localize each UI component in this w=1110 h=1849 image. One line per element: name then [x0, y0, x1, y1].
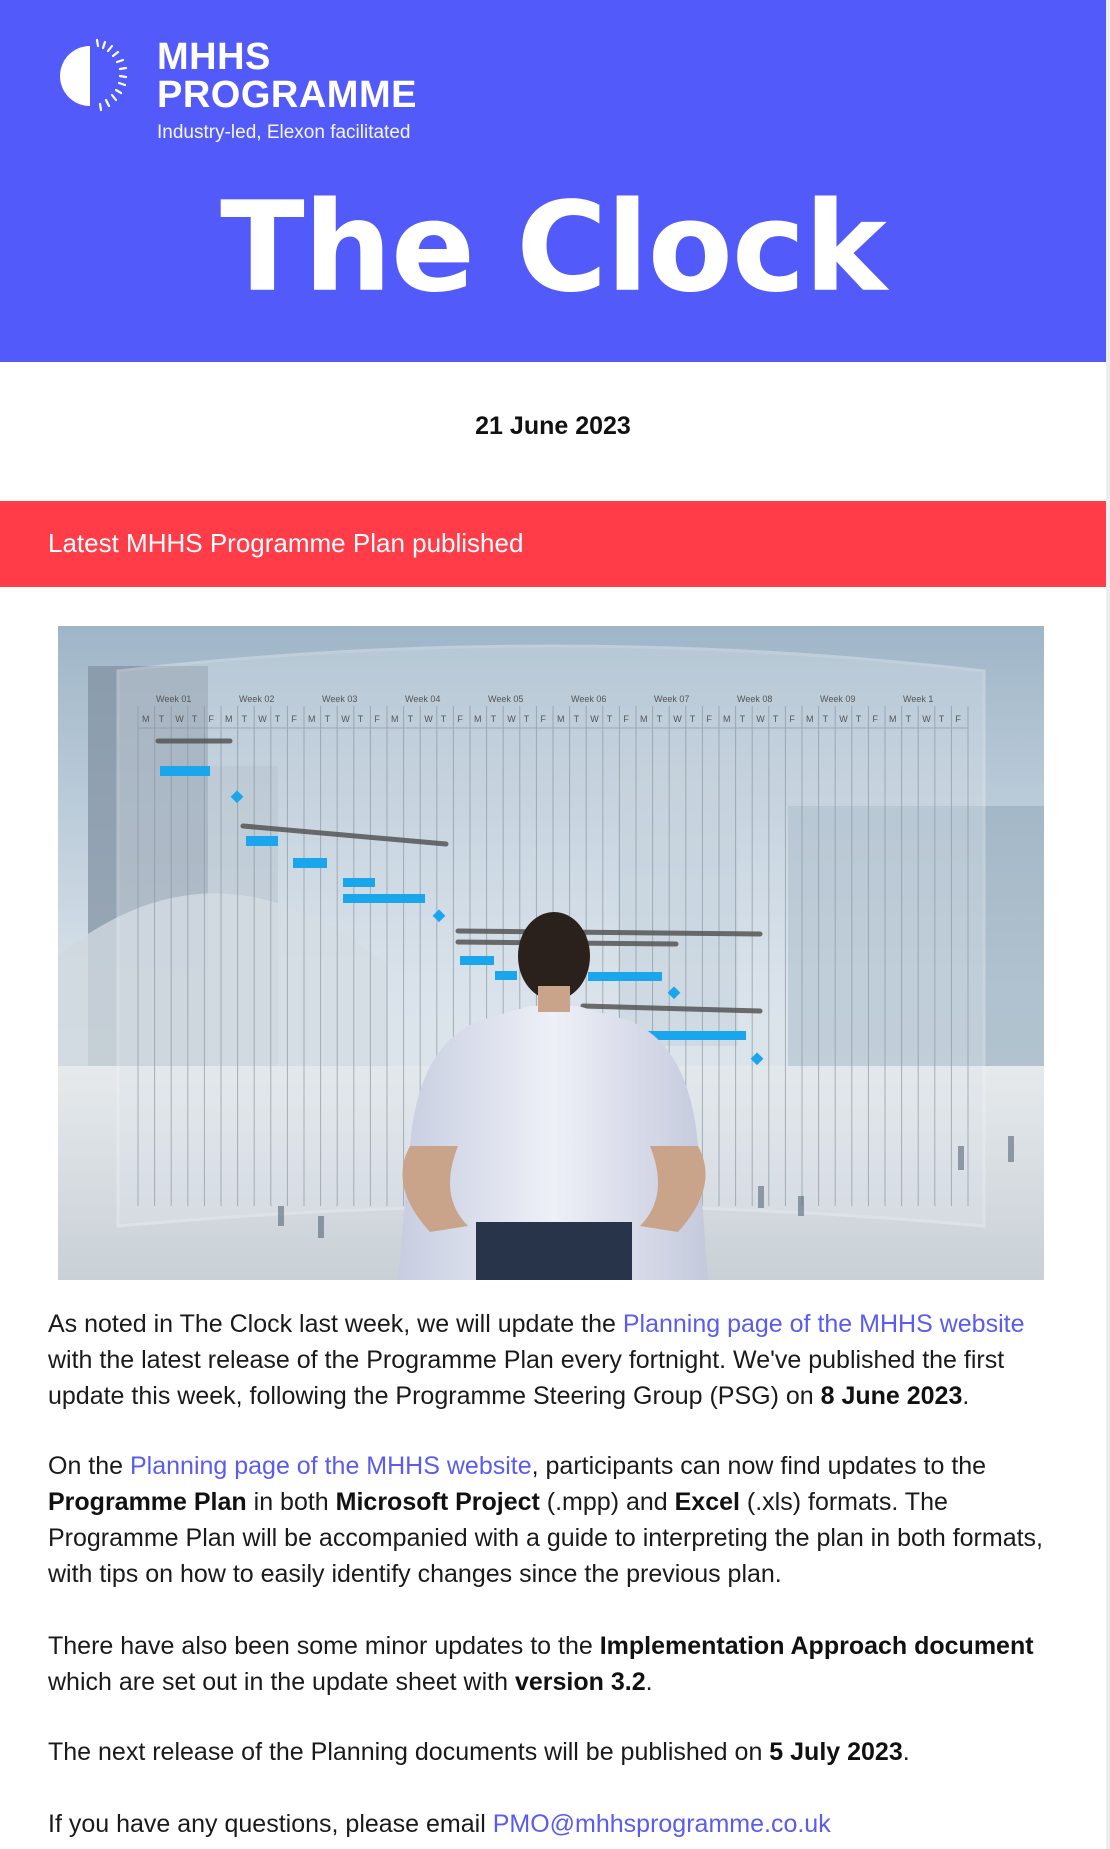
p1-date: 8 June 2023 — [820, 1382, 963, 1410]
gantt-day-label: F — [706, 714, 712, 724]
right-rule — [1106, 0, 1110, 1849]
gantt-day-label: T — [274, 714, 281, 724]
gantt-day-label: T — [158, 714, 165, 724]
header-banner — [0, 0, 1106, 362]
gantt-day-label: F — [208, 714, 214, 724]
gantt-day-label: M — [391, 714, 399, 724]
gantt-day-label: M — [723, 714, 731, 724]
p3-text-2: which are set out in the update sheet with — [48, 1668, 515, 1696]
gantt-day-label: W — [839, 714, 848, 724]
section-banner — [0, 501, 1106, 587]
gantt-day-label: W — [673, 714, 682, 724]
gantt-week-label: Week 05 — [488, 694, 524, 704]
p3-doc-name: Implementation Approach document — [599, 1632, 1034, 1660]
gantt-day-label: M — [889, 714, 897, 724]
gantt-day-label: F — [291, 714, 297, 724]
paragraph-implementation — [48, 1628, 1058, 1700]
gantt-day-label: F — [872, 714, 878, 724]
paragraph-next-release — [48, 1734, 1058, 1770]
gantt-day-label: T — [357, 714, 364, 724]
hero-image — [58, 626, 1044, 1280]
gantt-day-label: M — [557, 714, 565, 724]
gantt-day-label: W — [424, 714, 433, 724]
pmo-email-link[interactable]: PMO@mhhsprogramme.co.uk — [492, 1810, 831, 1838]
issue-date: 21 June 2023 — [475, 412, 631, 440]
section-heading: Latest MHHS Programme Plan published — [48, 528, 524, 558]
gantt-week-label: Week 07 — [654, 694, 690, 704]
gantt-day-label: W — [756, 714, 765, 724]
gantt-week-label: Week 1 — [903, 694, 934, 704]
p2-excel: Excel — [674, 1488, 740, 1516]
gantt-day-label: W — [922, 714, 931, 724]
gantt-day-label: M — [308, 714, 316, 724]
gantt-day-label: T — [606, 714, 613, 724]
p1-text-1: As noted in The Clock last week, we will update the — [48, 1310, 623, 1338]
paragraph-formats — [48, 1448, 1058, 1592]
gantt-day-label: T — [573, 714, 580, 724]
gantt-day-label: F — [540, 714, 546, 724]
gantt-day-label: W — [341, 714, 350, 724]
gantt-day-label: F — [955, 714, 961, 724]
planning-page-link-2[interactable]: Planning page of the MHHS website — [130, 1452, 532, 1480]
p3-text-3: . — [645, 1668, 653, 1696]
gantt-day-label: T — [324, 714, 331, 724]
gantt-day-label: W — [175, 714, 184, 724]
p4-text-1: The next release of the Planning documents will be published on — [48, 1738, 770, 1766]
gantt-week-label: Week 01 — [156, 694, 192, 704]
gantt-day-label: T — [191, 714, 198, 724]
p2-programme-plan: Programme Plan — [48, 1488, 247, 1516]
gantt-day-label: T — [855, 714, 862, 724]
p2-text-2: , participants can now find updates to the — [531, 1452, 987, 1480]
p1-text-2: with the latest release of the Programme Plan every fortnight. We've published the first update this week, following the Programme Steering Group (PSG) on — [48, 1346, 1005, 1410]
p3-text-1: There have also been some minor updates to the — [48, 1632, 600, 1660]
gantt-day-label: T — [656, 714, 663, 724]
brand-wordmark — [157, 38, 417, 144]
gantt-day-label: T — [739, 714, 746, 724]
p4-date: 5 July 2023 — [769, 1738, 903, 1766]
gantt-day-label: W — [590, 714, 599, 724]
gantt-day-label: T — [689, 714, 696, 724]
p2-text-5: (.xls) formats. The Programme Plan will be accompanied with a guide to interpreting the plan in both formats, with tips on how to easily identify changes since the previous plan. — [48, 1488, 1043, 1588]
p5-text-1: If you have any questions, please email — [48, 1810, 493, 1838]
gantt-day-label: T — [938, 714, 945, 724]
gantt-week-label: Week 03 — [322, 694, 358, 704]
gantt-day-label: W — [507, 714, 516, 724]
gantt-day-label: F — [789, 714, 795, 724]
gantt-day-label: T — [523, 714, 530, 724]
gantt-day-label: F — [457, 714, 463, 724]
gantt-day-label: T — [241, 714, 248, 724]
paragraph-plan-updates — [48, 1306, 1058, 1414]
gantt-week-label: Week 08 — [737, 694, 773, 704]
gantt-day-label: M — [640, 714, 648, 724]
p4-text-2: . — [902, 1738, 910, 1766]
gantt-week-label: Week 06 — [571, 694, 607, 704]
p3-version: version 3.2 — [514, 1668, 646, 1696]
gantt-day-label: M — [142, 714, 150, 724]
planning-page-link[interactable]: Planning page of the MHHS website — [622, 1310, 1025, 1338]
gantt-day-label: T — [772, 714, 779, 724]
p1-text-3: . — [962, 1382, 970, 1410]
p2-text-4: (.mpp) and — [539, 1488, 675, 1516]
gantt-week-label: Week 04 — [405, 694, 441, 704]
gantt-day-label: T — [440, 714, 447, 724]
mhhs-logo-icon — [46, 32, 134, 120]
gantt-day-label: T — [490, 714, 497, 724]
newsletter-title: The Clock — [220, 176, 886, 320]
gantt-day-label: M — [474, 714, 482, 724]
p2-text-1: On the — [48, 1452, 130, 1480]
brand-tagline: Industry-led, Elexon facilitated — [157, 122, 411, 143]
gantt-day-label: M — [225, 714, 233, 724]
brand-line-1: MHHS — [157, 36, 271, 78]
gantt-day-label: F — [623, 714, 629, 724]
gantt-day-label: M — [806, 714, 814, 724]
gantt-day-label: T — [407, 714, 414, 724]
brand-line-2: PROGRAMME — [157, 74, 417, 116]
paragraph-contact — [48, 1806, 1058, 1842]
gantt-day-label: W — [258, 714, 267, 724]
gantt-day-label: T — [822, 714, 829, 724]
gantt-week-label: Week 02 — [239, 694, 275, 704]
gantt-day-label: F — [374, 714, 380, 724]
gantt-week-label: Week 09 — [820, 694, 856, 704]
gantt-day-label: T — [905, 714, 912, 724]
p2-text-3: in both — [246, 1488, 336, 1516]
p2-ms-project: Microsoft Project — [335, 1488, 540, 1516]
